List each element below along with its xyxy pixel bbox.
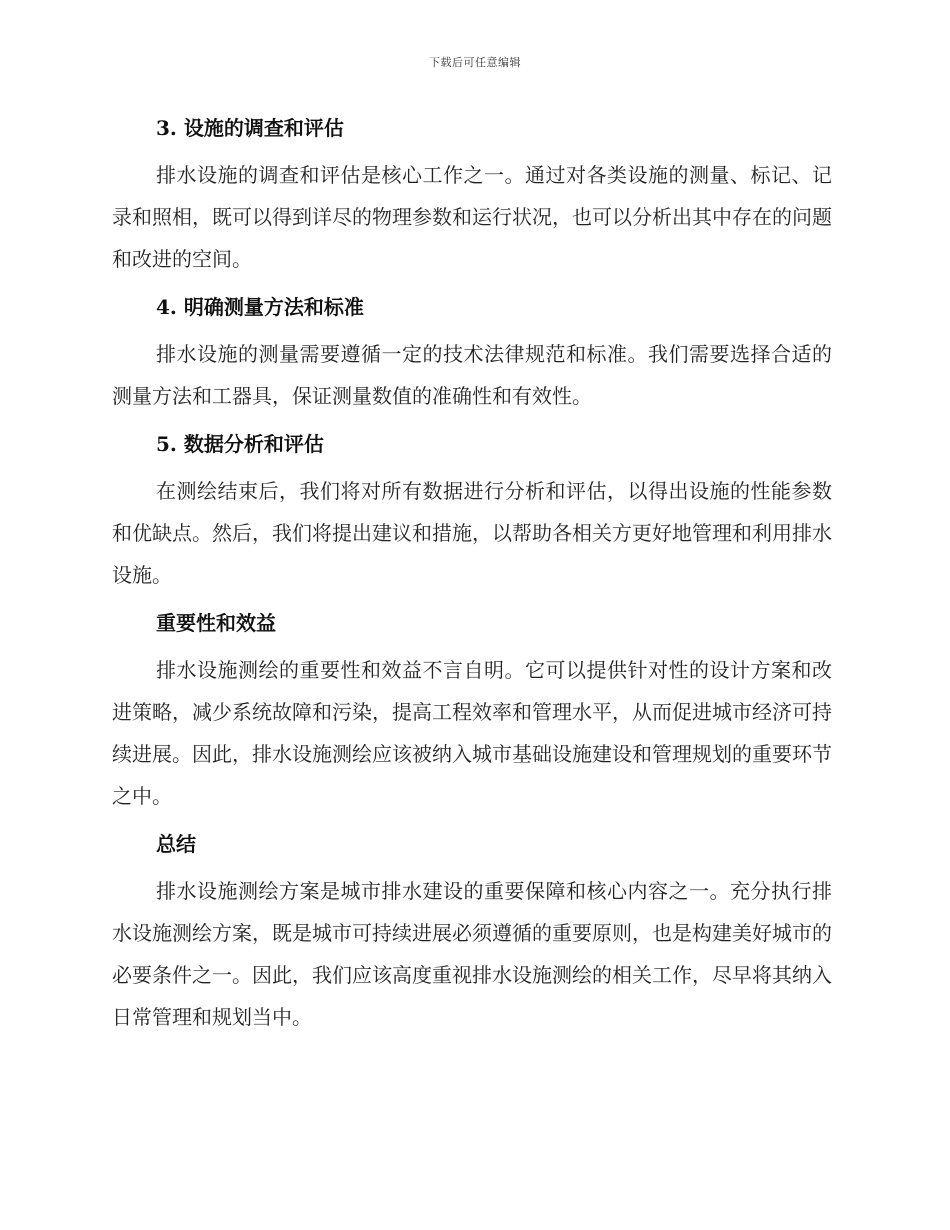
section-heading: 总结 (156, 832, 196, 856)
section-heading: 5. 数据分析和评估 (156, 432, 324, 456)
page-header: 下载后可任意编辑 (429, 56, 521, 69)
section-importance-benefits (112, 605, 832, 826)
section-heading: 重要性和效益 (156, 611, 276, 635)
section-data-analysis (112, 426, 832, 605)
section-heading: 3. 设施的调查和评估 (156, 116, 344, 140)
section-heading: 4. 明确测量方法和标准 (156, 295, 364, 319)
section-paragraph: 排水设施的测量需要遵循一定的技术法律规范和标准。我们需要选择合适的测量方法和工器具，保证测量数值的准确性和有效性。 (112, 342, 832, 408)
section-measurement-methods (112, 289, 832, 426)
section-paragraph: 排水设施的调查和评估是核心工作之一。通过对各类设施的测量、标记、记录和照相，既可以得到详尽的物理参数和运行状况，也可以分析出其中存在的问题和改进的空间。 (112, 163, 832, 271)
section-summary (112, 826, 832, 1038)
section-paragraph: 排水设施测绘方案是城市排水建设的重要保障和核心内容之一。充分执行排水设施测绘方案，既是城市可持续进展必须遵循的重要原则，也是构建美好城市的必要条件之一。因此，我们应该高度重视排水设施测绘的相关工作，尽早将其纳入日常管理和规划当中。 (112, 879, 832, 1029)
section-paragraph: 在测绘结束后，我们将对所有数据进行分析和评估，以得出设施的性能参数和优缺点。然后，我们将提出建议和措施，以帮助各相关方更好地管理和利用排水设施。 (112, 479, 832, 587)
section-facility-survey (112, 110, 832, 289)
document-body (112, 110, 832, 1038)
section-paragraph: 排水设施测绘的重要性和效益不言自明。它可以提供针对性的设计方案和改进策略，减少系统故障和污染，提高工程效率和管理水平，从而促进城市经济可持续进展。因此，排水设施测绘应该被纳入城市基础设施建设和管理规划的重要环节之中。 (112, 658, 832, 808)
